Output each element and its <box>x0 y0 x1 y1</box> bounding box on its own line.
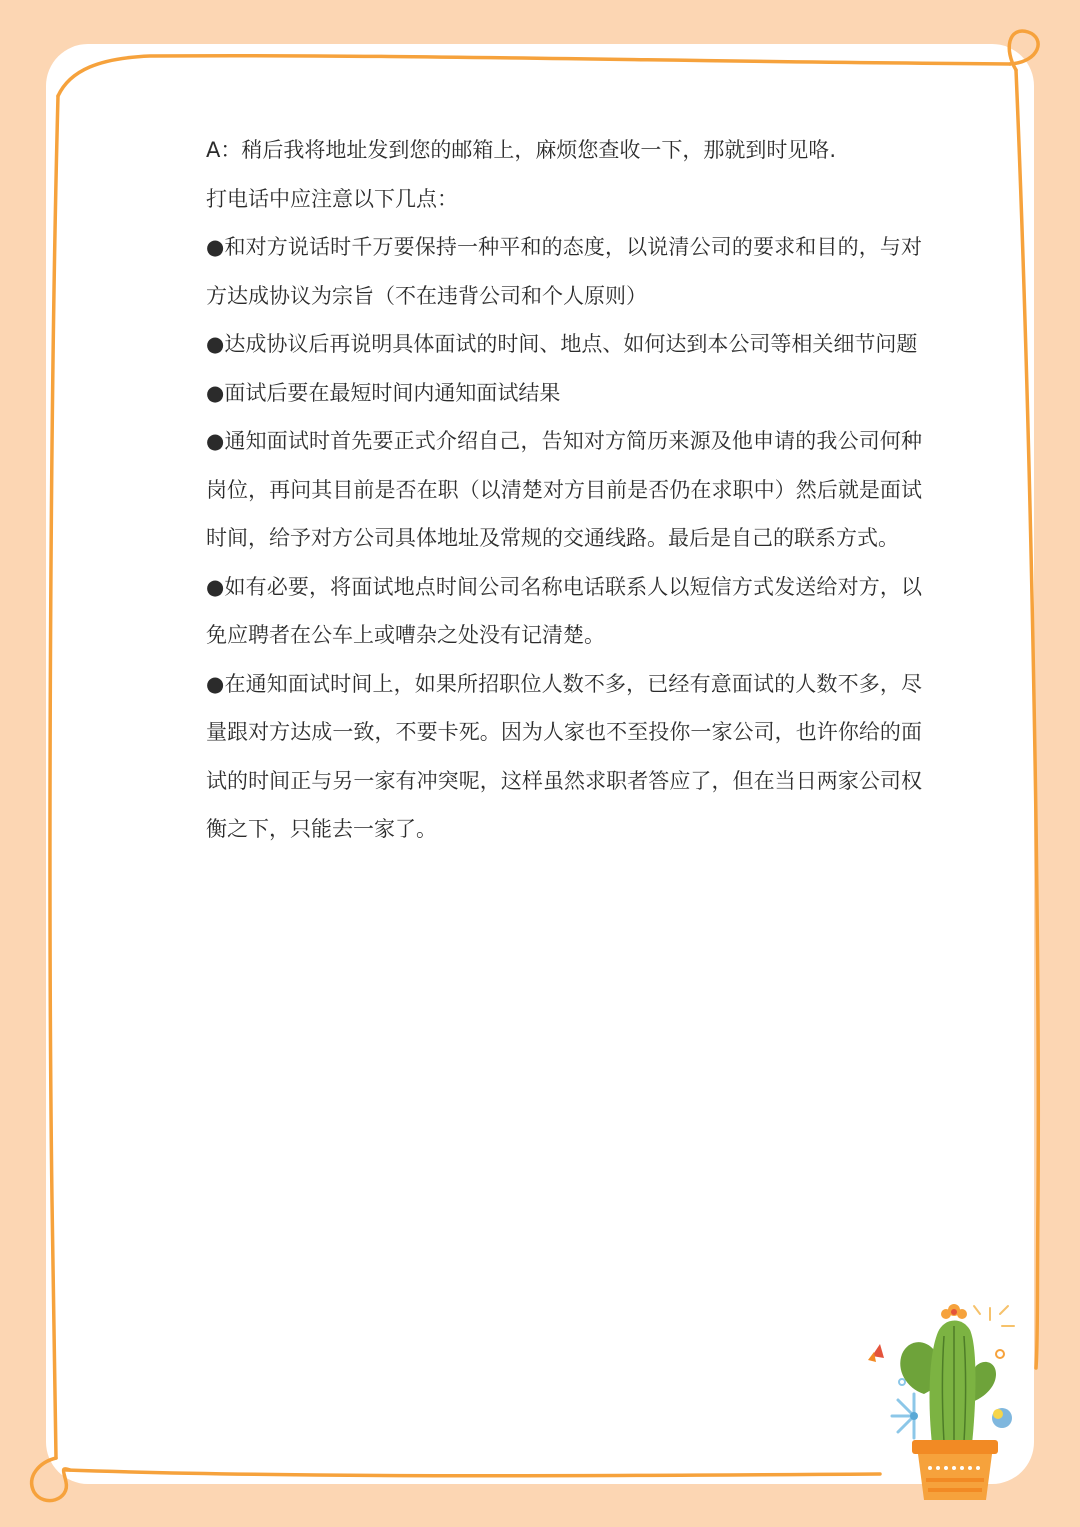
bullet-details: ●达成协议后再说明具体面试的时间、地点、如何达到本公司等相关细节问题 <box>206 332 918 356</box>
paragraph-notes-heading: 打电话中应注意以下几点： <box>206 186 458 211</box>
bullet-notify-results: ●面试后要在最短时间内通知面试结果 <box>206 380 561 405</box>
potted-cactus-icon <box>862 1296 1022 1506</box>
bullet-timing: ●在通知面试时间上，如果所招职位人数不多，已经有意面试的人数不多，尽量跟对方达成一致，不要卡死。因为人家也不至投你一家公司，也许你给的面试的时间正与另一家有冲突呢，这样虽然求职者答应了，但在当日两家公司权衡之下，只能去一家了。 <box>206 671 922 841</box>
bullet-sms: ●如有必要，将面试地点时间公司名称电话联系人以短信方式发送给对方，以免应聘者在公车上或嘈杂之处没有记清楚。 <box>206 574 922 647</box>
paragraph-closing-line: A：稍后我将地址发到您的邮箱上，麻烦您查收一下，那就到时见咯. <box>206 138 837 162</box>
bullet-attitude: ●和对方说话时千万要保持一种平和的态度，以说清公司的要求和目的，与对方达成协议为宗旨（不在违背公司和个人原则） <box>206 235 922 308</box>
document-body <box>206 126 922 854</box>
bullet-introduction: ●通知面试时首先要正式介绍自己，告知对方简历来源及他申请的我公司何种岗位，再问其目前是否在职（以清楚对方目前是否仍在求职中）然后就是面试时间，给予对方公司具体地址及常规的交通线路。最后是自己的联系方式。 <box>206 429 922 550</box>
